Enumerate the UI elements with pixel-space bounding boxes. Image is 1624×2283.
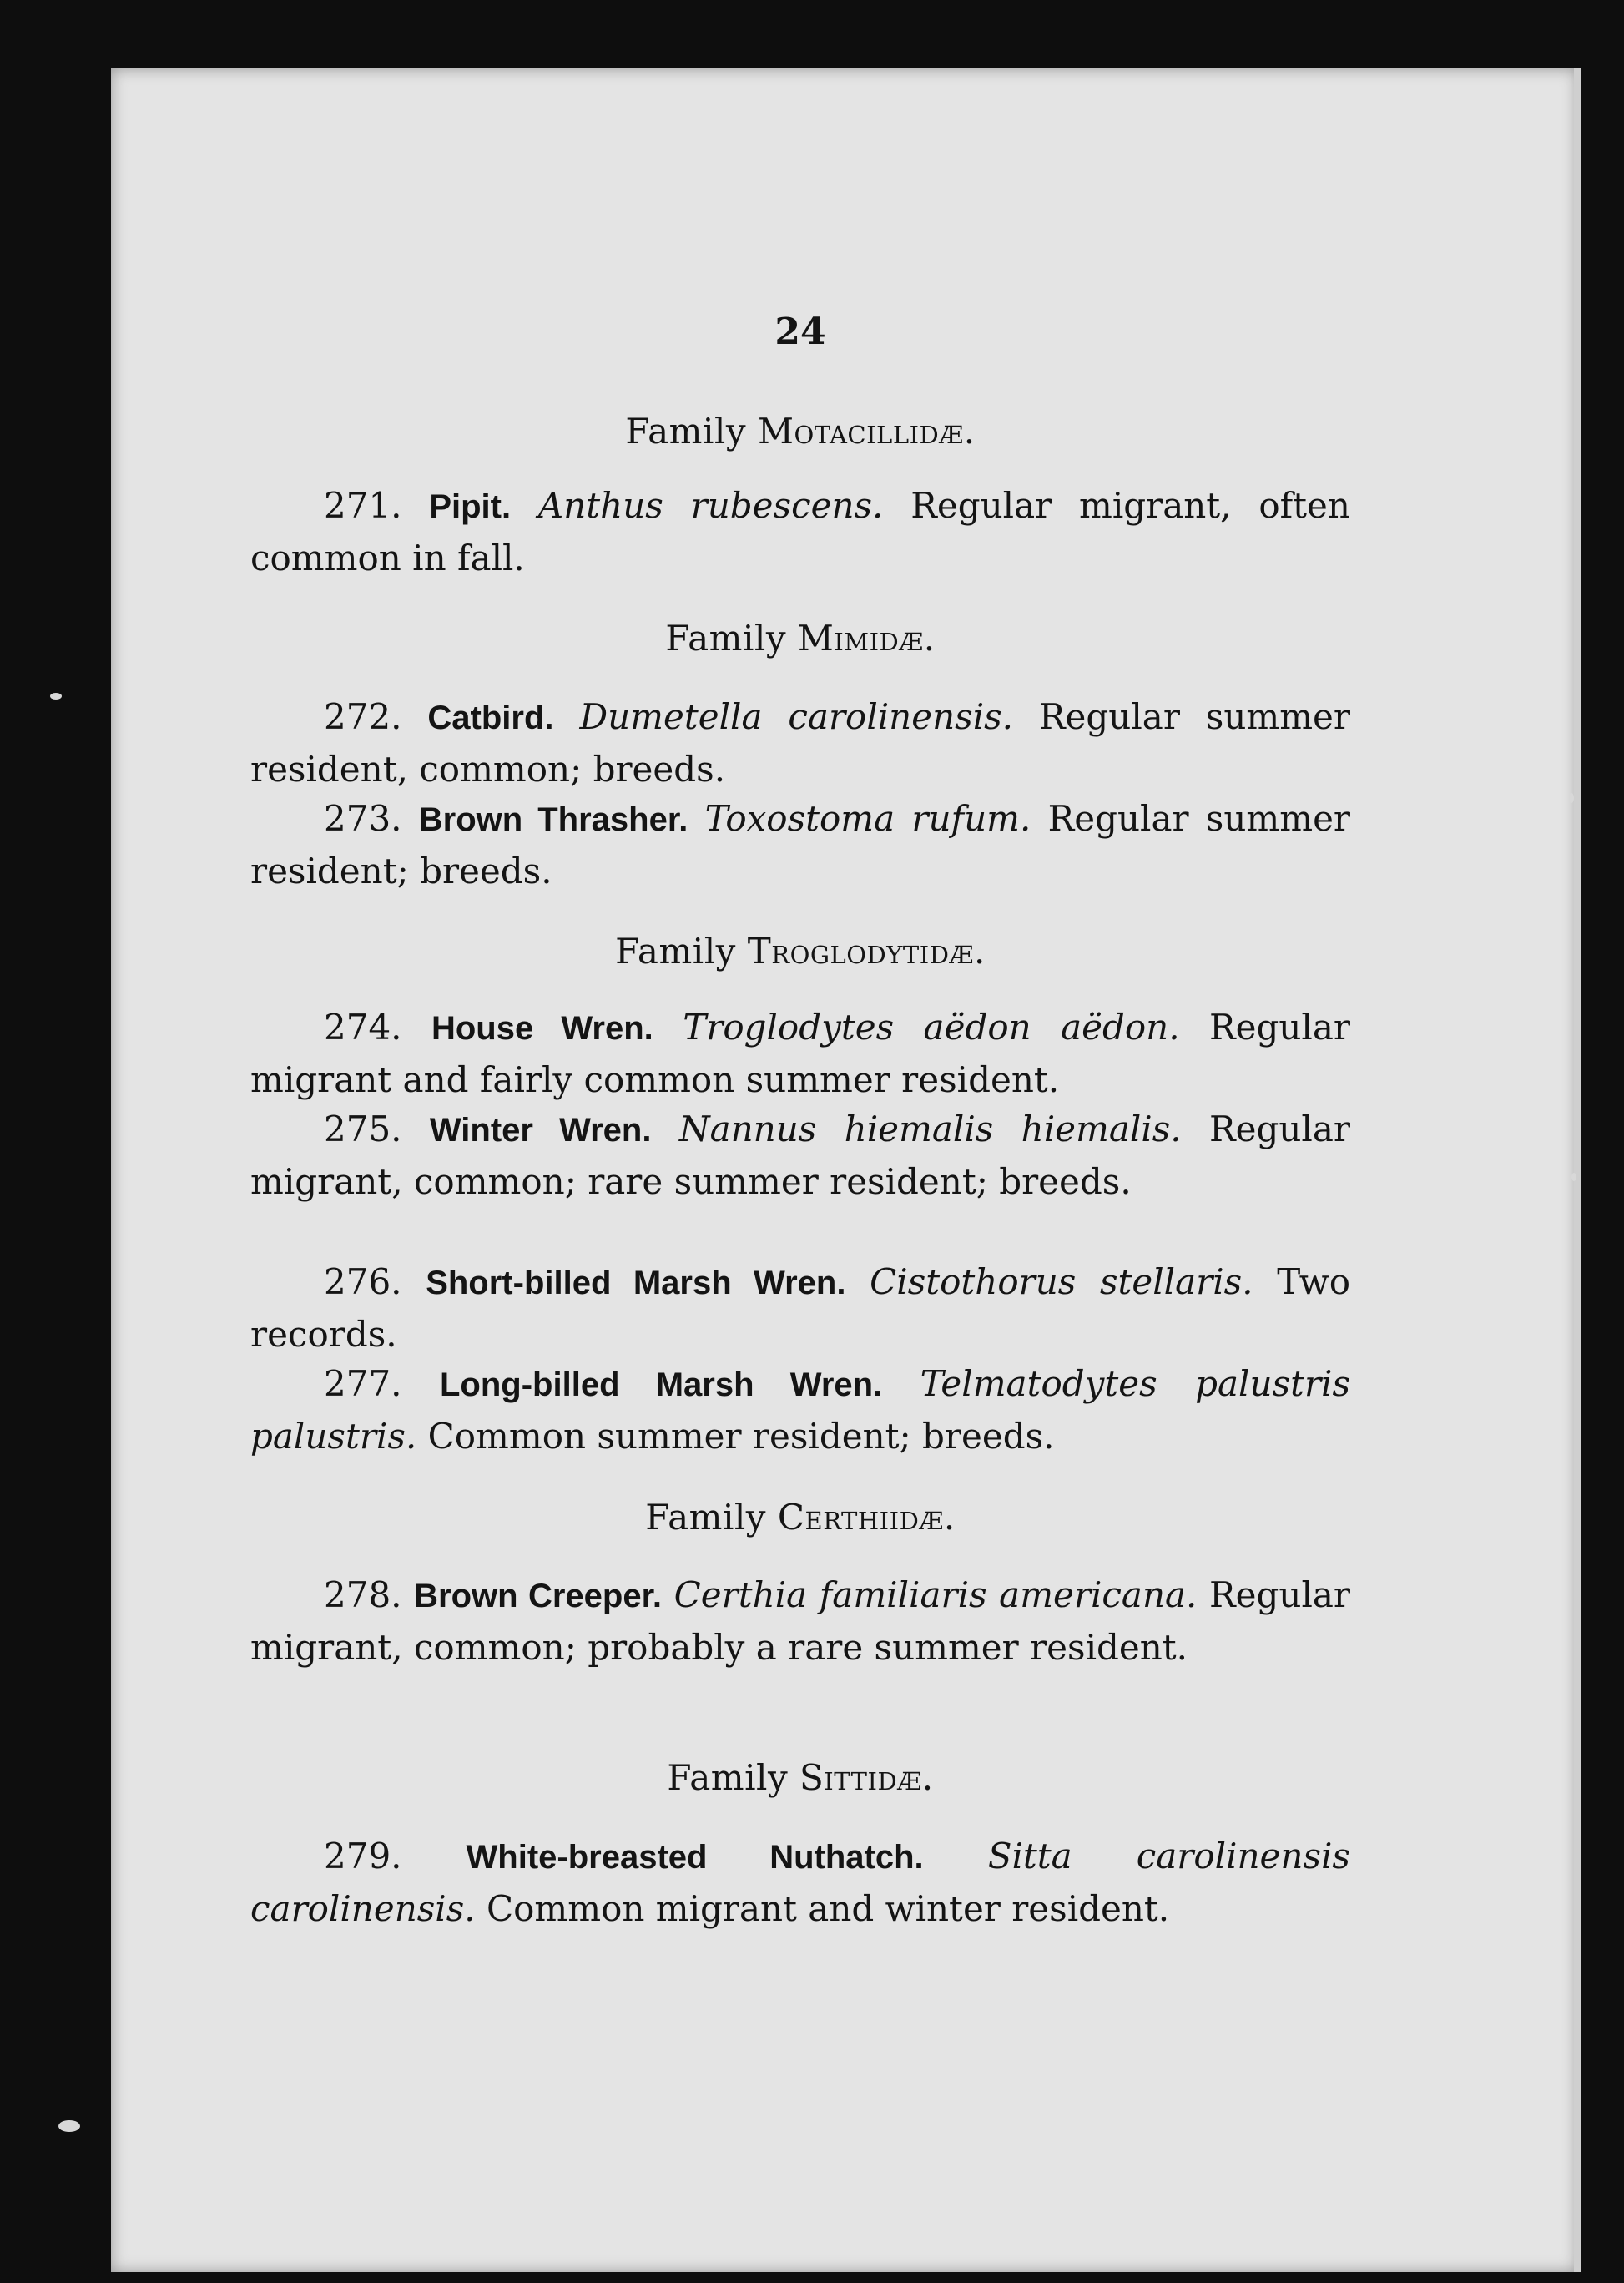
- family-name: Sittidæ.: [799, 1757, 934, 1798]
- entry-note: Regular migrant, common; probably a rare summer resident.: [250, 1574, 1351, 1668]
- family-name: Certhiidæ.: [777, 1497, 956, 1538]
- entry-note: Regular migrant, common; rare summer resident; breeds.: [250, 1109, 1350, 1202]
- entry-note: Common migrant and winter resident.: [487, 1888, 1170, 1929]
- family-name: Troglodytidæ.: [747, 931, 986, 972]
- family-prefix: Family: [615, 931, 748, 972]
- entry-number: 272.: [324, 696, 402, 737]
- common-name: Short-billed Marsh Wren.: [426, 1265, 846, 1301]
- scientific-name: Dumetella carolinensis.: [579, 696, 1014, 737]
- common-name: Long-billed Marsh Wren.: [440, 1366, 883, 1403]
- common-name: Brown Creeper.: [414, 1578, 663, 1614]
- entry-number: 276.: [324, 1261, 402, 1302]
- common-name: Winter Wren.: [429, 1112, 652, 1149]
- family-heading-motacillidae: [250, 411, 1350, 452]
- scientific-name: Troglodytes aëdon aëdon.: [683, 1007, 1180, 1048]
- entry-number: 279.: [324, 1836, 402, 1876]
- entry-number: 275.: [324, 1109, 402, 1149]
- entry-note: Regular summer resident, common; breeds.: [250, 696, 1350, 790]
- scientific-name: Anthus rubescens.: [537, 485, 884, 526]
- entry-number: 273.: [324, 798, 402, 839]
- species-entry-277: [250, 1358, 1350, 1462]
- family-name: Mimidæ.: [797, 618, 936, 659]
- scientific-name: Nannus hiemalis hiemalis.: [678, 1109, 1182, 1149]
- species-entry-276: [250, 1256, 1350, 1360]
- entry-note: Two records.: [250, 1261, 1351, 1355]
- family-heading-sittidae: [250, 1757, 1350, 1798]
- entry-note: Regular migrant, often common in fall.: [250, 485, 1350, 578]
- entry-number: 271.: [324, 485, 402, 526]
- species-entry-278: [250, 1569, 1350, 1673]
- entry-note: Regular migrant and fairly common summer resident.: [250, 1007, 1350, 1100]
- scientific-name: Cistothorus stellaris.: [870, 1261, 1253, 1302]
- family-heading-troglodytidae: [250, 931, 1350, 972]
- species-entry-275: [250, 1104, 1350, 1207]
- family-heading-mimidae: [250, 618, 1350, 659]
- family-prefix: Family: [625, 411, 758, 452]
- species-entry-273: [250, 793, 1350, 897]
- species-entry-271: [250, 480, 1350, 583]
- entry-number: 278.: [324, 1574, 402, 1615]
- common-name: House Wren.: [431, 1010, 653, 1047]
- scientific-name: Certhia familiaris americana.: [673, 1574, 1198, 1615]
- common-name: Pipit.: [429, 488, 512, 525]
- family-prefix: Family: [665, 618, 798, 659]
- family-prefix: Family: [645, 1497, 778, 1538]
- species-entry-279: [250, 1831, 1350, 1934]
- page-edge: [1574, 68, 1581, 2272]
- common-name: White-breasted Nuthatch.: [466, 1839, 924, 1876]
- common-name: Catbird.: [427, 700, 554, 736]
- entry-number: 274.: [324, 1007, 402, 1048]
- family-name: Motacillidæ.: [757, 411, 976, 452]
- entry-number: 277.: [324, 1363, 402, 1404]
- common-name: Brown Thrasher.: [418, 801, 688, 838]
- entry-note: Common summer resident; breeds.: [427, 1416, 1055, 1457]
- species-entry-272: [250, 691, 1350, 795]
- family-prefix: Family: [667, 1757, 800, 1798]
- species-entry-274: [250, 1002, 1350, 1105]
- family-heading-certhiidae: [250, 1497, 1350, 1538]
- page-number: 24: [774, 311, 826, 353]
- scientific-name: Toxostoma rufum.: [704, 798, 1031, 839]
- scientific-name: Telmatodytes palustris palustris.: [250, 1363, 1351, 1457]
- entry-note: Regular summer resident; breeds.: [250, 798, 1350, 891]
- scientific-name: Sitta carolinensis carolinensis.: [250, 1836, 1350, 1929]
